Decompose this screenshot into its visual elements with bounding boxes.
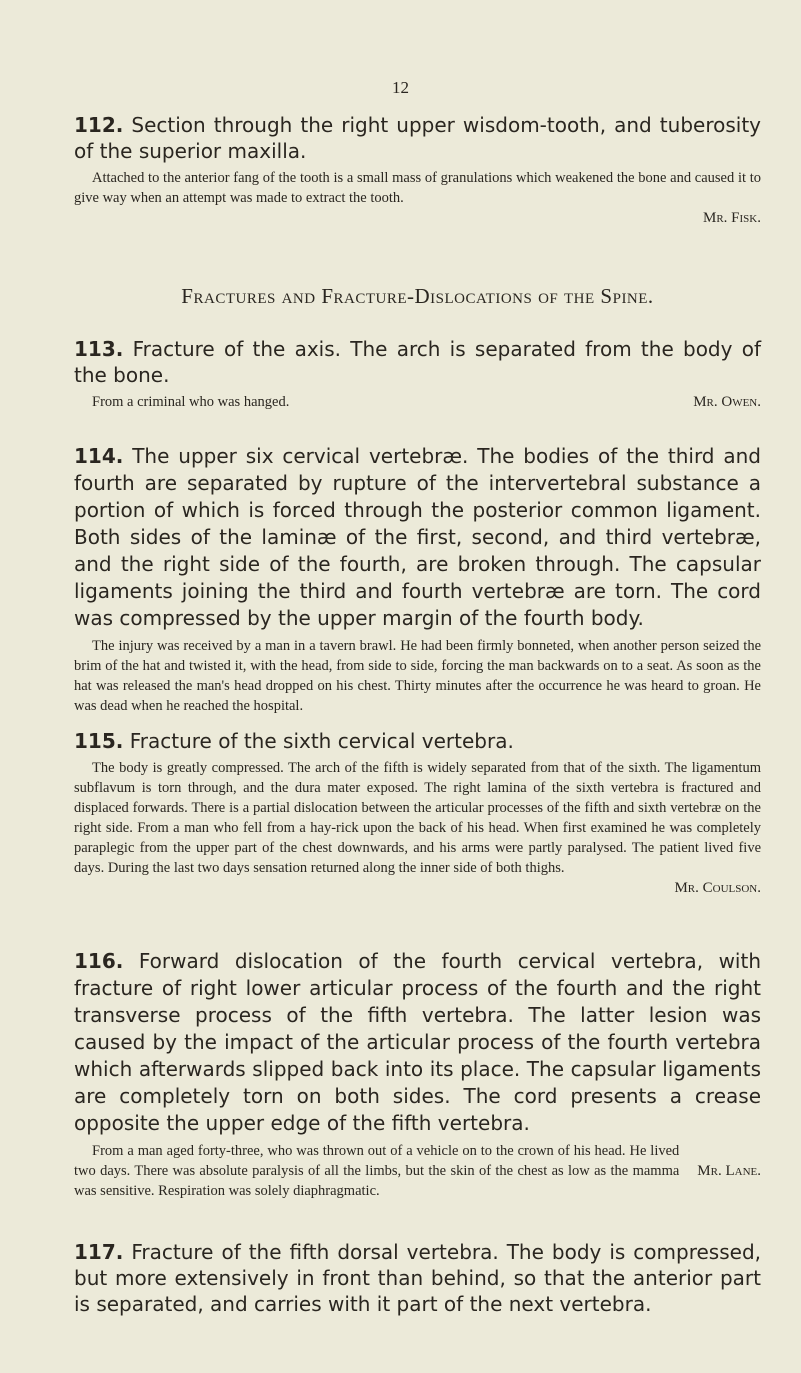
entry-heading [74,443,761,632]
entry-heading-text: Section through the right upper wisdom-tooth, and tuberosity of the superior maxilla. [74,113,761,163]
entry-note [74,636,761,716]
entry-note [74,168,761,228]
entry-author: Mr. Lane. [697,1163,761,1179]
entry-number: 113. [74,337,124,361]
entry-115 [74,728,761,898]
entry-number: 116. [74,949,124,973]
entry-112 [74,112,761,228]
entry-heading-text: Forward dislocation of the fourth cervical vertebra, with fracture of right lower articular process of the fourth and the right transverse process of the fifth vertebra. The latter lesion was caused by the impact of the articular process of the fourth vertebra which afterwards slipped back into its place. The capsular ligaments are completely torn on both sides. The cord presents a crease opposite the upper edge of the fifth vertebra. [74,949,762,1135]
entry-heading-text: Fracture of the axis. The arch is separated from the body of the bone. [74,337,761,387]
entry-author: Mr. Coulson. [674,880,761,896]
entry-note [74,392,761,412]
entry-heading [74,336,761,388]
entry-number: 117. [74,1240,124,1264]
entry-note-text: From a criminal who was hanged. [92,394,290,410]
entry-116 [74,948,761,1201]
entry-heading-text: The upper six cervical vertebræ. The bodies of the third and fourth are separated by rupture of the intervertebral substance a portion of which is forced through the posterior common ligament. Both sides of the laminæ of the first, second, and third vertebræ, and the right side of the fourth, are broken through. The capsular ligaments joining the third and fourth vertebræ are torn. The cord was compressed by the upper margin of the fourth body. [74,444,761,630]
entry-note-text: The body is greatly compressed. The arch of the fifth is widely separated from that of the sixth. The ligamentum subflavum is torn through, and the dura mater exposed. The right lamina of the sixth vertebra is fractured and displaced forwards. There is a partial dislocation between the articular processes of the fifth and sixth vertebræ on the right side. From a man who fell from a hay-rick upon the back of his head. When first examined he was completely paraplegic from the upper part of the chest downwards, and his arms were partly paralysed. The patient lived five days. During the last two days sensation returned along the inner side of both thighs. [74,760,761,876]
page-number: 12 [392,78,409,97]
entry-heading [74,728,761,754]
entry-note [74,758,761,898]
entry-heading [74,948,761,1137]
entry-117 [74,1239,761,1317]
section-title: Fractures and Fracture-Dislocations of the Spine. [181,284,654,308]
entry-113 [74,336,761,412]
entry-note-text: From a man aged forty-three, who was thrown out of a vehicle on to the crown of his head. He lived two days. There was absolute paralysis of all the limbs, but the skin of the chest as low as the mamma was sensitive. Respiration was solely diaphragmatic. [74,1143,680,1199]
entry-author: Mr. Owen. [693,394,761,410]
entry-114 [74,443,761,716]
entry-number: 115. [74,729,124,753]
entry-note [74,1141,761,1201]
entry-heading-text: Fracture of the fifth dorsal vertebra. The body is compressed, but more extensively in front than behind, so that the anterior part is separated, and carries with it part of the next vertebra. [74,1240,761,1316]
entry-author: Mr. Fisk. [703,210,761,226]
entry-note-text: The injury was received by a man in a tavern brawl. He had been firmly bonneted, when another person seized the brim of the hat and twisted it, with the head, from side to side, forcing the man backwards on to a seat. As soon as the hat was released the man's head dropped on his chest. Thirty minutes after the occurrence he was heard to groan. He was dead when he reached the hospital. [74,638,761,714]
entry-heading [74,1239,761,1317]
entry-heading-text: Fracture of the sixth cervical vertebra. [129,729,514,753]
entry-number: 112. [74,113,124,137]
entry-note-text: Attached to the anterior fang of the tooth is a small mass of granulations which weakened the bone and caused it to give way when an attempt was made to extract the tooth. [74,170,761,206]
entry-number: 114. [74,444,124,468]
entry-heading [74,112,761,164]
